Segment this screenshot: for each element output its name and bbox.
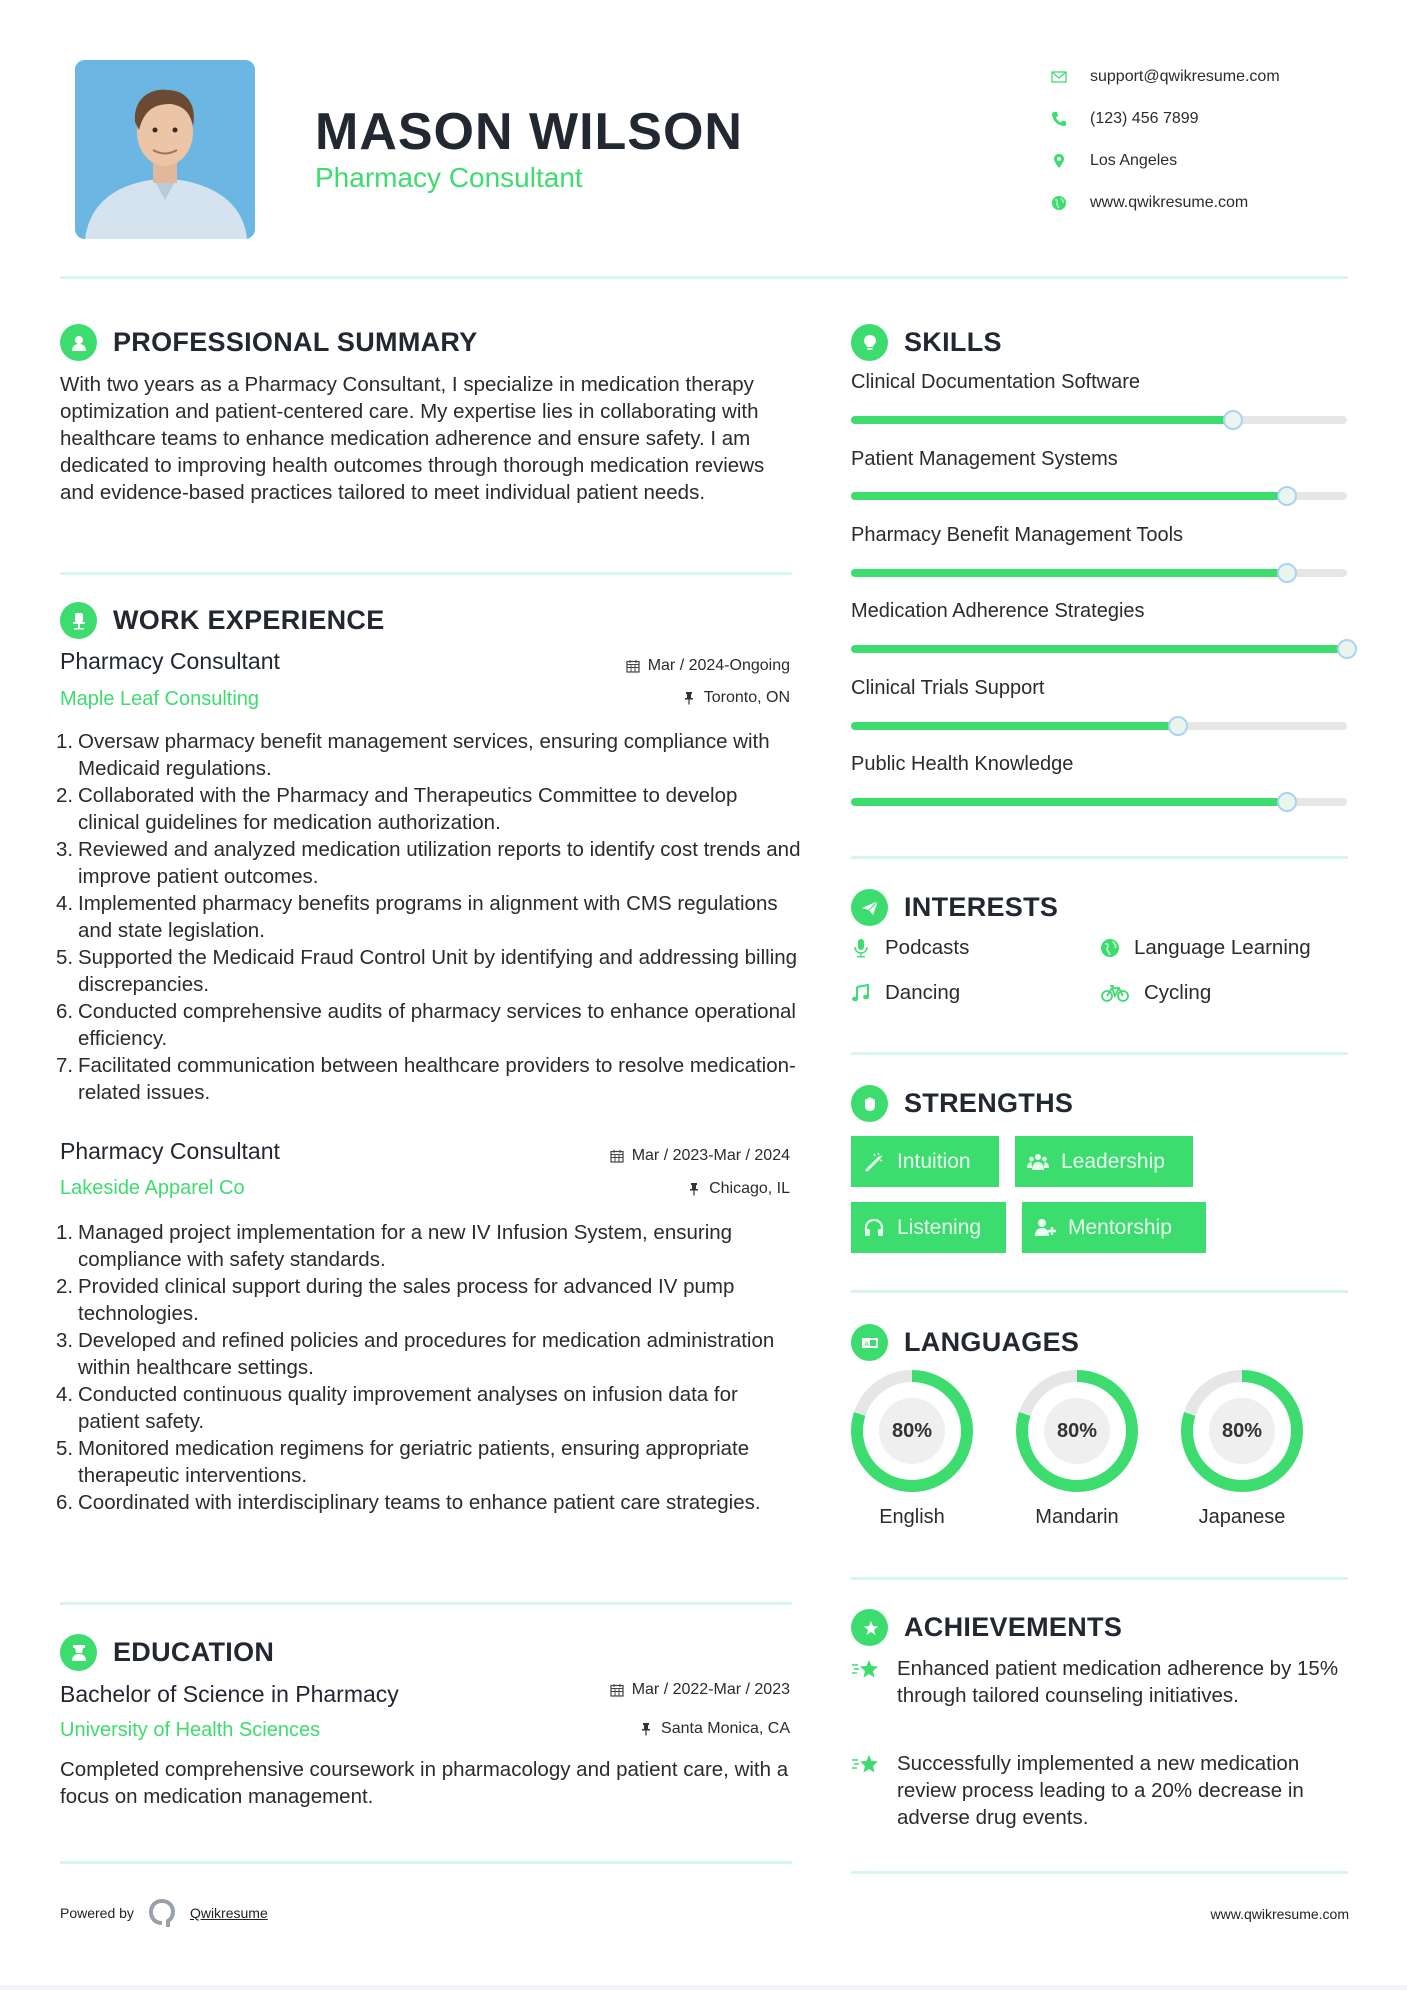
globe-icon	[1100, 938, 1120, 958]
paper-plane-icon	[851, 889, 888, 926]
interest-label: Podcasts	[885, 936, 970, 959]
pushpin-icon	[639, 1722, 653, 1736]
section-title: INTERESTS	[904, 892, 1059, 922]
job-dates	[626, 657, 790, 675]
interest-item	[1100, 936, 1311, 960]
section-divider	[851, 1871, 1348, 1874]
skill-bar-fill	[851, 569, 1287, 577]
contact-phone-text: (123) 456 7899	[1090, 110, 1199, 127]
chair-icon	[60, 602, 97, 639]
interest-item	[851, 981, 960, 1005]
contact-location-text: Los Angeles	[1090, 152, 1178, 169]
users-icon	[1027, 1151, 1049, 1173]
job-title: Pharmacy Consultant	[60, 648, 280, 674]
skill-label: Clinical Documentation Software	[851, 371, 1141, 393]
lightbulb-icon	[851, 324, 888, 361]
bullet-item: 3. Reviewed and analyzed medication utilization reports to identify cost trends and improve patient outcomes.	[56, 838, 801, 888]
language-percent: 80%	[1209, 1398, 1275, 1464]
calendar-icon	[626, 659, 640, 673]
page-bottom-band	[0, 1985, 1407, 1990]
bicycle-icon	[1100, 983, 1130, 1003]
section-divider	[851, 1290, 1348, 1293]
skill-bar-knob	[1337, 639, 1357, 659]
skill-bar-knob	[1223, 410, 1243, 430]
section-heading-experience	[60, 602, 385, 639]
job-title: Pharmacy Consultant	[60, 1138, 280, 1164]
skill-bar	[851, 798, 1347, 806]
magic-wand-icon	[863, 1151, 885, 1173]
achievement-item	[851, 1655, 1351, 1709]
bullet-item: 1. Managed project implementation for a new IV Infusion System, ensuring compliance with safety standards.	[56, 1221, 733, 1271]
education-dates	[610, 1681, 790, 1699]
bullet-item: 7. Facilitated communication between healthcare providers to resolve medication-related issues.	[56, 1054, 796, 1104]
language-progress-ring	[1181, 1370, 1303, 1492]
bullet-item: 2. Collaborated with the Pharmacy and Therapeutics Committee to develop clinical guidelines for medication authorization.	[56, 784, 738, 834]
section-divider	[851, 1577, 1348, 1580]
contact-phone[interactable]	[1050, 98, 1280, 140]
language-item	[851, 1370, 973, 1529]
interest-item	[851, 936, 969, 960]
section-heading-skills	[851, 324, 1002, 361]
headphones-icon	[863, 1217, 885, 1239]
calendar-icon	[610, 1683, 624, 1697]
bullet-item: 3. Developed and refined policies and procedures for medication administration within healthcare settings.	[56, 1329, 775, 1379]
strength-label: Leadership	[1061, 1149, 1165, 1173]
calendar-icon	[610, 1149, 624, 1163]
language-item	[1016, 1370, 1138, 1529]
user-icon	[60, 324, 97, 361]
user-plus-icon	[1034, 1217, 1056, 1239]
strength-badge	[851, 1136, 999, 1187]
job-company: Lakeside Apparel Co	[60, 1177, 245, 1199]
skill-bar	[851, 722, 1347, 730]
section-title: LANGUAGES	[904, 1327, 1080, 1357]
bullet-item: 4. Implemented pharmacy benefits programs in alignment with CMS regulations and state legislation.	[56, 892, 778, 942]
bullet-item: 5. Monitored medication regimens for geriatric patients, ensuring appropriate therapeutic interventions.	[56, 1437, 750, 1487]
graduate-icon	[60, 1634, 97, 1671]
strength-label: Mentorship	[1068, 1215, 1172, 1239]
qwikresume-link[interactable]: Qwikresume	[189, 1905, 268, 1921]
language-progress-ring	[1016, 1370, 1138, 1492]
job-bullets	[56, 1219, 801, 1516]
section-divider	[851, 1052, 1348, 1055]
skill-label: Pharmacy Benefit Management Tools	[851, 524, 1184, 546]
skill-bar-fill	[851, 492, 1287, 500]
powered-by-label: Powered by	[60, 1905, 134, 1921]
bullet-item: 6. Coordinated with interdisciplinary teams to enhance patient care strategies.	[56, 1491, 761, 1514]
music-note-icon	[851, 983, 871, 1003]
footer-powered-by	[60, 1898, 268, 1928]
interest-label: Language Learning	[1134, 936, 1311, 959]
skill-bar-fill	[851, 416, 1233, 424]
job-location	[687, 1180, 790, 1198]
education-dates-text: Mar / 2022-Mar / 2023	[631, 1681, 790, 1698]
section-title: STRENGTHS	[904, 1088, 1074, 1118]
translate-icon	[851, 1324, 888, 1361]
strength-badge	[1022, 1202, 1206, 1253]
svg-text:A: A	[864, 1340, 869, 1348]
section-divider	[60, 572, 792, 575]
skill-bar-knob	[1168, 716, 1188, 736]
star-badge-icon	[851, 1609, 888, 1646]
language-item	[1181, 1370, 1303, 1529]
section-divider	[851, 856, 1348, 859]
language-name: Japanese	[1198, 1506, 1286, 1528]
section-heading-languages	[851, 1324, 1079, 1361]
language-progress-ring	[851, 1370, 973, 1492]
skill-bar	[851, 645, 1347, 653]
achievement-text: Enhanced patient medication adherence by 15% through tailored counseling initiatives.	[897, 1657, 1339, 1707]
skill-bar-knob	[1277, 792, 1297, 812]
school-name: University of Health Sciences	[60, 1719, 321, 1741]
job-dates-text: Mar / 2024-Ongoing	[647, 657, 790, 674]
bullet-item: 5. Supported the Medicaid Fraud Control Unit by identifying and addressing billing discrepancies.	[56, 946, 798, 996]
achievement-text: Successfully implemented a new medication review process leading to a 20% decrease in adverse drug events.	[897, 1752, 1304, 1829]
degree-title: Bachelor of Science in Pharmacy	[60, 1681, 399, 1707]
qwikresume-logo-icon	[148, 1898, 176, 1928]
section-divider	[60, 1861, 792, 1864]
strength-label: Listening	[897, 1215, 982, 1239]
section-title: EDUCATION	[113, 1637, 275, 1667]
header-divider	[60, 276, 1348, 279]
skill-label: Public Health Knowledge	[851, 753, 1074, 775]
skill-bar-knob	[1277, 486, 1297, 506]
achievement-item	[851, 1750, 1351, 1831]
phone-icon	[1050, 110, 1068, 128]
skill-label: Patient Management Systems	[851, 448, 1118, 470]
candidate-title: Pharmacy Consultant	[315, 162, 583, 193]
job-bullets	[56, 728, 801, 1106]
job-dates	[610, 1147, 790, 1165]
shooting-star-icon	[851, 1752, 881, 1778]
contact-location	[1050, 140, 1280, 182]
section-heading-interests	[851, 889, 1058, 926]
job-location-text: Chicago, IL	[709, 1180, 790, 1197]
language-name: Mandarin	[1035, 1506, 1119, 1528]
pushpin-icon	[687, 1182, 701, 1196]
contact-email[interactable]	[1050, 56, 1280, 98]
contact-email-text: support@qwikresume.com	[1090, 68, 1280, 85]
avatar-illustration	[75, 60, 255, 239]
skill-label: Medication Adherence Strategies	[851, 600, 1145, 622]
skill-label: Clinical Trials Support	[851, 677, 1045, 699]
interest-label: Cycling	[1144, 981, 1212, 1004]
bullet-item: 1. Oversaw pharmacy benefit management services, ensuring compliance with Medicaid regulations.	[56, 730, 770, 780]
bullet-item: 4. Conducted continuous quality improvement analyses on infusion data for patient safety.	[56, 1383, 738, 1433]
contact-website[interactable]	[1050, 182, 1280, 224]
contact-list	[1050, 56, 1280, 224]
skill-bar	[851, 569, 1347, 577]
globe-icon	[1050, 194, 1068, 212]
language-name: English	[879, 1506, 945, 1528]
job-company: Maple Leaf Consulting	[60, 688, 260, 710]
map-pin-icon	[1050, 152, 1068, 170]
section-heading-education	[60, 1634, 274, 1671]
summary-text: With two years as a Pharmacy Consultant, I specialize in medication therapy optimization and patient-centered care. My expertise lies in collaborating with healthcare teams to enhance medication adherence and ensure safety. I am dedicated to improving health outcomes through thorough medication reviews and evidence-based practices tailored to meet individual patient needs.	[60, 373, 765, 504]
section-heading-strengths	[851, 1085, 1073, 1122]
profile-photo	[75, 60, 255, 239]
job-location	[682, 689, 790, 707]
interest-item	[1100, 981, 1211, 1005]
section-heading-achievements	[851, 1609, 1122, 1646]
skill-bar-fill	[851, 645, 1347, 653]
microphone-icon	[851, 938, 871, 958]
education-location-text: Santa Monica, CA	[661, 1720, 790, 1737]
shooting-star-icon	[851, 1657, 881, 1683]
job-location-text: Toronto, ON	[703, 689, 790, 706]
job-dates-text: Mar / 2023-Mar / 2024	[631, 1147, 790, 1164]
pushpin-icon	[682, 691, 696, 705]
section-title: SKILLS	[904, 327, 1002, 357]
education-description: Completed comprehensive coursework in pharmacology and patient care, with a focus on medication management.	[60, 1758, 789, 1808]
bullet-item: 2. Provided clinical support during the sales process for advanced IV pump technologies.	[56, 1275, 735, 1325]
fist-icon	[851, 1085, 888, 1122]
skill-bar-knob	[1277, 563, 1297, 583]
footer-url-link[interactable]: www.qwikresume.com	[1210, 1906, 1349, 1922]
bullet-item: 6. Conducted comprehensive audits of pharmacy services to enhance operational efficiency.	[56, 1000, 796, 1050]
strength-badge	[1015, 1136, 1193, 1187]
skill-bar-fill	[851, 798, 1287, 806]
education-location	[639, 1720, 790, 1738]
skill-bar	[851, 416, 1347, 424]
envelope-icon	[1050, 68, 1068, 86]
section-divider	[60, 1602, 792, 1605]
section-title: PROFESSIONAL SUMMARY	[113, 327, 478, 357]
section-title: ACHIEVEMENTS	[904, 1612, 1123, 1642]
interest-label: Dancing	[885, 981, 961, 1004]
language-percent: 80%	[879, 1398, 945, 1464]
section-title: WORK EXPERIENCE	[113, 605, 385, 635]
strength-badge	[851, 1202, 1006, 1253]
skill-bar-fill	[851, 722, 1178, 730]
language-percent: 80%	[1044, 1398, 1110, 1464]
section-heading-summary	[60, 324, 478, 361]
contact-website-text: www.qwikresume.com	[1090, 194, 1249, 211]
candidate-name: MASON WILSON	[315, 103, 743, 161]
strength-label: Intuition	[897, 1149, 971, 1173]
skill-bar	[851, 492, 1347, 500]
